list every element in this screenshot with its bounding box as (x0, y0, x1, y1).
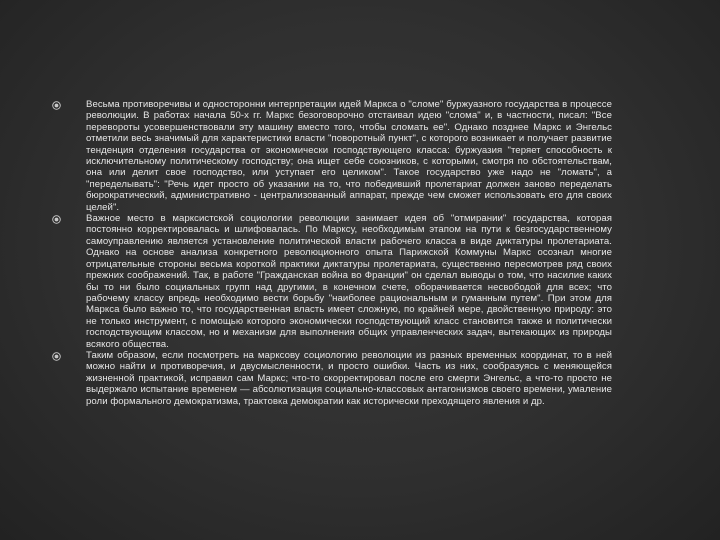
paragraph-2 (52, 213, 612, 350)
circled-bullet-icon (52, 215, 61, 224)
slide-body (52, 99, 612, 407)
circled-bullet-icon (52, 101, 61, 110)
circled-bullet-icon (52, 352, 61, 361)
paragraph-3-text: Таким образом, если посмотреть на марксову социологию революции из разных временных координат, то в ней можно найти и противоречия, и двусмысленности, и просто ошибки. Часть из них, сообразуясь с меняющейся жизненной практикой, исправил сам Маркс; что-то скорректировал после его смерти Энгельс, а что-то просто не выдержало испытание временем — абсолютизация социально-классовых антагонизмов своего времени, умаление роли формального демократизма, трактовка демократии как исторически преходящего явления и др. (86, 349, 612, 407)
paragraph-3 (52, 350, 612, 407)
paragraph-2-text: Важное место в марксистской социологии революции занимает идея об "отмирании" государства, которая постоянно корректировалась и шлифовалась. По Марксу, необходимым этапом на пути к безгосударственному самоуправлению является установление политической власти рабочего класса в виде диктатуры пролетариата. Однако на основе анализа конкретного революционного опыта Парижской Коммуны Маркс осознал многие отрицательные стороны весьма короткой практики диктатуры пролетариата, существенно пересмотрев ряд своих прежних соображений. Так, в работе "Гражданская война во Франции" он сделал выводы о том, что насилие каких бы то ни было социальных групп над другими, в конечном счете, оборачивается несвободой для всех; что рабочему классу впредь необходимо вести борьбу "наиболее рациональным и гуманным путем". При этом для Маркса было важно то, что государственная власть имеет сложную, по крайней мере, двойственную природу: это не только инструмент, с помощью которого экономически господствующий класс становится также и политически господствующим классом, но и механизм для выполнения общих управленческих задач, вытекающих из природы всякого общества. (86, 213, 612, 350)
paragraph-1-text: Весьма противоречивы и односторонни интерпретации идей Маркса о "сломе" буржуазного государства в процессе революции. В работах начала 50-х гг. Маркс безоговорочно отстаивал идею "слома" и, в частности, писал: "Все перевороты усовершенствовали эту машину вместо того, чтобы сломать ее". Однако позднее Маркс и Энгельс отметили весь значимый для характеристики власти "поворотный пункт", с которого возникает и получает развитие тенденция отделения государства от экономически господствующего класса: буржуазия "теряет способность к исключительному политическому господству; она ищет себе союзников, с которыми, смотря по обстоятельствам, она или делит свое господство, или уступает его целиком". Такое государство уже надо не "ломать", а "переделывать": "Речь идет просто об указании на то, что победивший пролетариат должен заново переделать бюрократический, административно - централизованный аппарат, прежде чем сможет использовать его для своих целей". (86, 99, 612, 213)
paragraph-1 (52, 99, 612, 213)
